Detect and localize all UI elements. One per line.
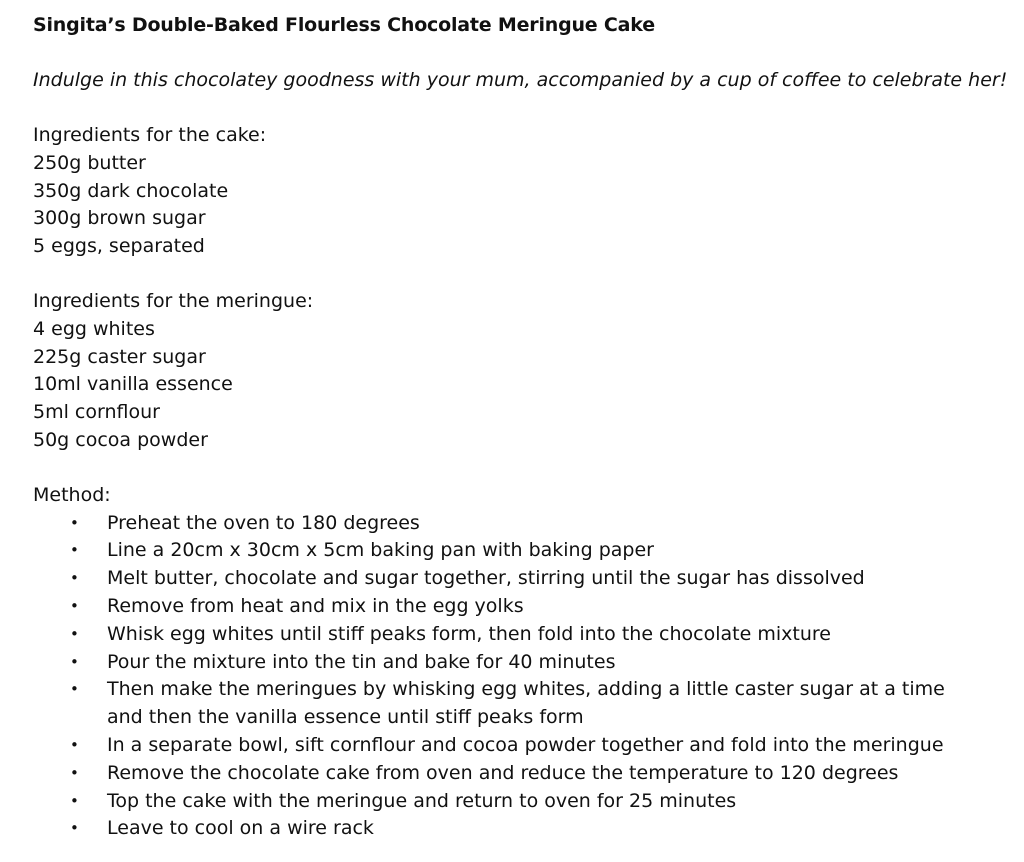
cake-ingredient: 350g dark chocolate: [33, 179, 229, 202]
method-step: [33, 593, 967, 621]
method-step: [33, 510, 967, 538]
bullet-icon: •: [70, 819, 79, 838]
method-step: [33, 732, 967, 760]
method-step-text: Remove the chocolate cake from oven and reduce the temperature to 120 degrees: [107, 761, 899, 784]
bullet-icon: •: [70, 596, 79, 615]
cake-ingredient: 5 eggs, separated: [33, 235, 205, 258]
bullet-icon: •: [70, 624, 79, 643]
method-step: [33, 676, 967, 732]
method-step-text: Remove from heat and mix in the egg yolks: [107, 594, 524, 617]
method-step: [33, 621, 967, 649]
method-heading: Method:: [33, 483, 111, 506]
method-step-text: Preheat the oven to 180 degrees: [107, 511, 420, 534]
cake-ingredients-heading: Ingredients for the cake:: [33, 124, 267, 146]
cake-ingredient: 250g butter: [33, 151, 146, 174]
meringue-ingredient: 10ml vanilla essence: [33, 373, 233, 396]
method-step: [33, 815, 967, 843]
method-step: [33, 565, 967, 593]
method-step: [33, 788, 967, 816]
bullet-icon: •: [70, 513, 79, 532]
bullet-icon: •: [70, 652, 79, 671]
meringue-ingredient: 4 egg whites: [33, 317, 155, 340]
cake-ingredients-section: [33, 122, 1024, 261]
bullet-icon: •: [70, 763, 79, 782]
method-step: [33, 760, 967, 788]
bullet-icon: •: [70, 791, 79, 810]
recipe-title: Singita’s Double-Baked Flourless Chocolate Meringue Cake: [33, 14, 655, 36]
method-step-text: Line a 20cm x 30cm x 5cm baking pan with baking paper: [107, 539, 654, 562]
meringue-ingredient: 5ml cornflour: [33, 401, 160, 424]
method-step-text: Whisk egg whites until stiff peaks form, then fold into the chocolate mixture: [107, 622, 831, 645]
method-steps-list: [33, 510, 1024, 844]
method-step-text: Top the cake with the meringue and return to oven for 25 minutes: [107, 789, 737, 812]
bullet-icon: •: [70, 569, 79, 588]
method-step-text: Melt butter, chocolate and sugar together, stirring until the sugar has dissolved: [107, 567, 865, 590]
meringue-ingredient: 225g caster sugar: [33, 345, 206, 368]
method-step-text: In a separate bowl, sift cornflour and cocoa powder together and fold into the meringue: [107, 733, 944, 756]
meringue-ingredients-heading: Ingredients for the meringue:: [33, 289, 314, 312]
method-step-text: Then make the meringues by whisking egg whites, adding a little caster sugar at a time and then the vanilla essence until stiff peaks form: [107, 678, 945, 729]
method-step-text: Leave to cool on a wire rack: [107, 817, 374, 840]
recipe-subtitle: Indulge in this chocolatey goodness with your mum, accompanied by a cup of coffee to celebrate her!: [33, 69, 1008, 91]
method-step: [33, 537, 967, 565]
method-step: [33, 649, 967, 677]
method-section: [33, 482, 1024, 843]
cake-ingredient: 300g brown sugar: [33, 207, 206, 230]
method-step-text: Pour the mixture into the tin and bake for 40 minutes: [107, 650, 616, 673]
bullet-icon: •: [70, 541, 79, 560]
meringue-ingredient: 50g cocoa powder: [33, 428, 208, 451]
meringue-ingredients-section: [33, 288, 1024, 455]
bullet-icon: •: [70, 735, 79, 754]
bullet-icon: •: [70, 680, 79, 699]
